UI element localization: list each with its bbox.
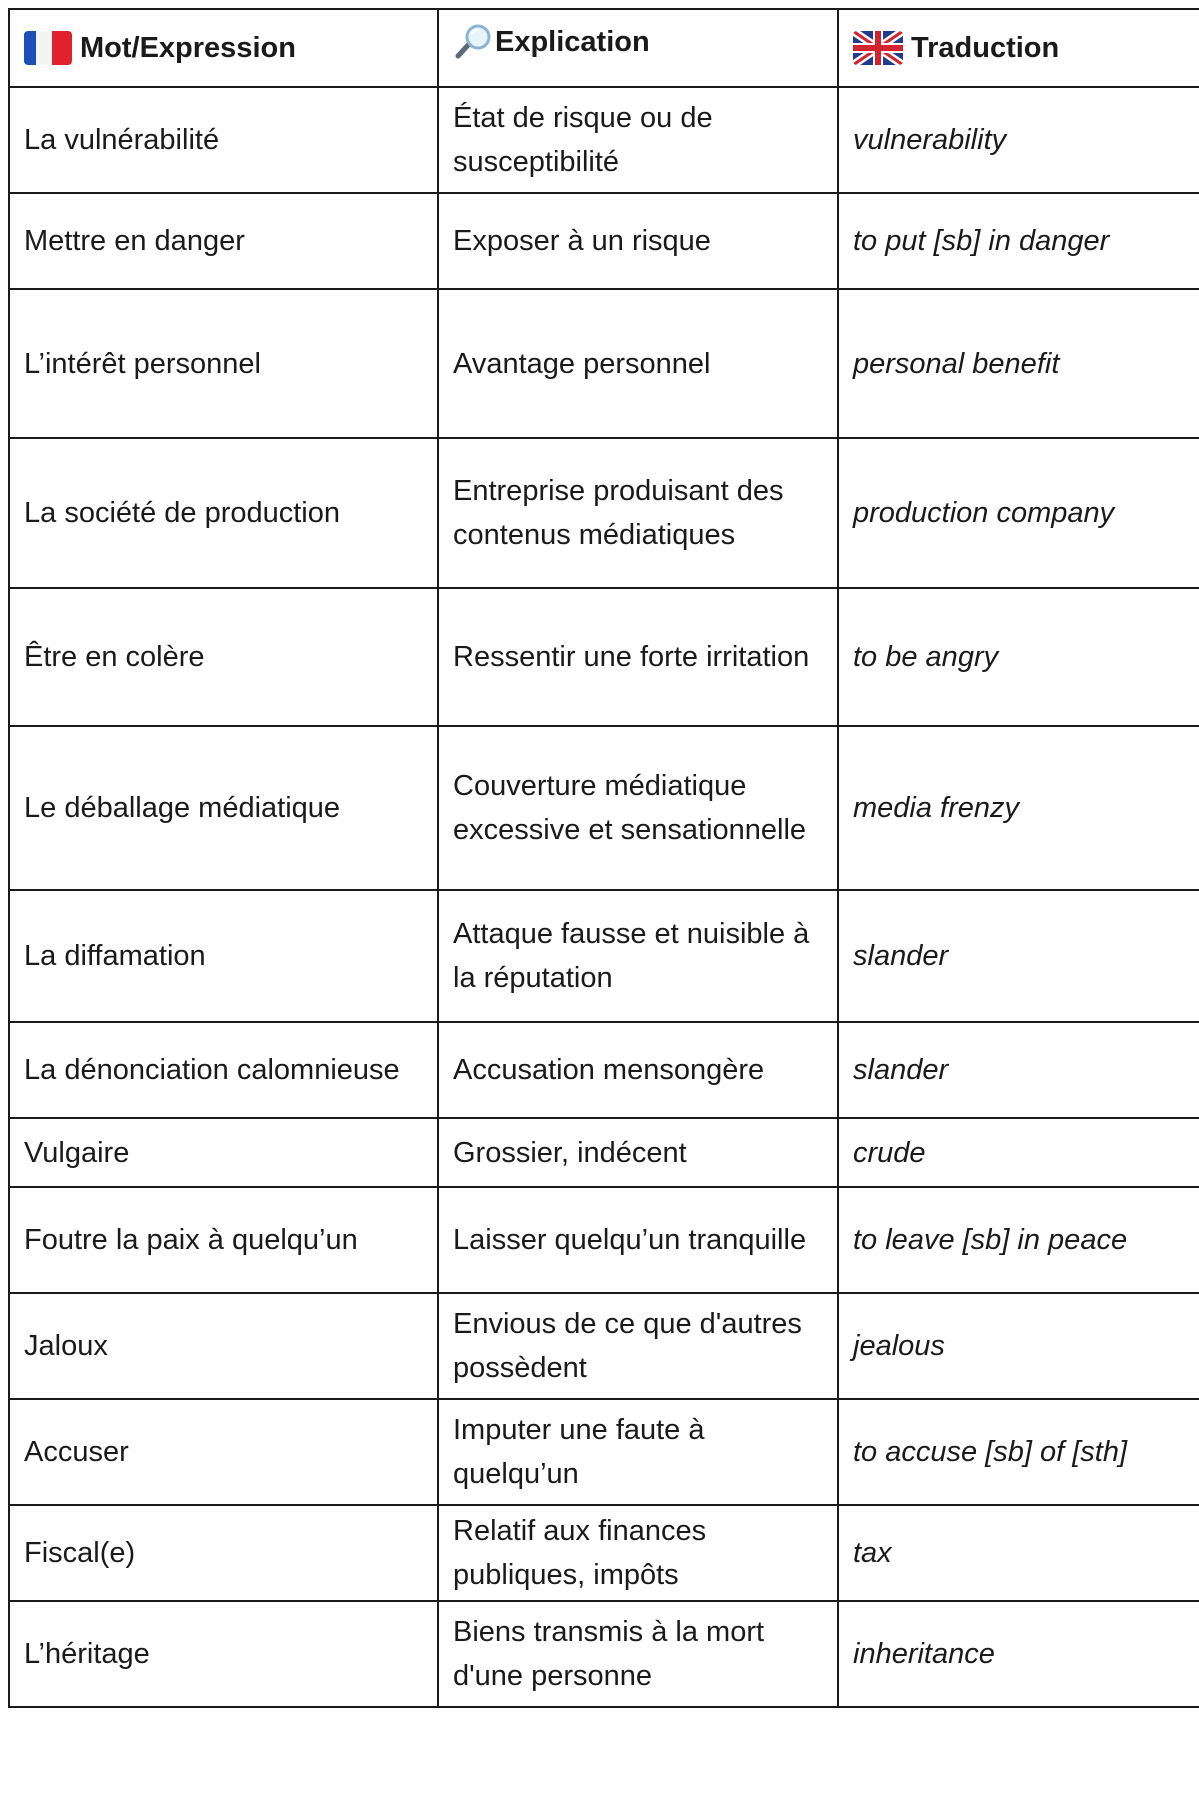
cell-explanation: Exposer à un risque (438, 193, 838, 289)
table-row (9, 588, 1199, 726)
cell-explanation: Envious de ce que d'autres possèdent (438, 1293, 838, 1399)
cell-translation: slander (838, 1022, 1199, 1118)
cell-word: La société de production (9, 438, 438, 588)
cell-translation: media frenzy (838, 726, 1199, 890)
cell-translation: production company (838, 438, 1199, 588)
table-row (9, 1187, 1199, 1293)
cell-word: Mettre en danger (9, 193, 438, 289)
header-explanation (438, 9, 838, 87)
table-row (9, 289, 1199, 438)
header-word (9, 9, 438, 87)
table-row (9, 1118, 1199, 1187)
cell-explanation: Imputer une faute à quelqu’un (438, 1399, 838, 1505)
cell-explanation: Laisser quelqu’un tranquille (438, 1187, 838, 1293)
cell-translation: vulnerability (838, 87, 1199, 193)
cell-explanation: Ressentir une forte irritation (438, 588, 838, 726)
france-flag-icon (24, 31, 72, 65)
table-row (9, 438, 1199, 588)
header-translation (838, 9, 1199, 87)
cell-word: L’intérêt personnel (9, 289, 438, 438)
cell-translation: slander (838, 890, 1199, 1022)
cell-explanation: Grossier, indécent (438, 1118, 838, 1187)
table-row (9, 1601, 1199, 1707)
table-row (9, 1399, 1199, 1505)
cell-word: Jaloux (9, 1293, 438, 1399)
header-explanation-label: Explication (495, 26, 650, 58)
table-row (9, 890, 1199, 1022)
cell-word: Vulgaire (9, 1118, 438, 1187)
cell-translation: to put [sb] in danger (838, 193, 1199, 289)
table-row (9, 193, 1199, 289)
vocabulary-table (8, 8, 1199, 1708)
cell-word: La diffamation (9, 890, 438, 1022)
cell-translation: personal benefit (838, 289, 1199, 438)
cell-translation: crude (838, 1118, 1199, 1187)
cell-word: L’héritage (9, 1601, 438, 1707)
cell-explanation: Couverture médiatique excessive et sensationnelle (438, 726, 838, 890)
cell-translation: jealous (838, 1293, 1199, 1399)
table-row (9, 1293, 1199, 1399)
table-row (9, 1022, 1199, 1118)
table-row (9, 726, 1199, 890)
cell-word: Être en colère (9, 588, 438, 726)
cell-explanation: Biens transmis à la mort d'une personne (438, 1601, 838, 1707)
cell-word: La vulnérabilité (9, 87, 438, 193)
cell-word: Accuser (9, 1399, 438, 1505)
cell-explanation: Attaque fausse et nuisible à la réputation (438, 890, 838, 1022)
header-word-label: Mot/Expression (80, 32, 296, 64)
magnifying-glass-icon (453, 23, 493, 61)
cell-translation: to accuse [sb] of [sth] (838, 1399, 1199, 1505)
table-row (9, 87, 1199, 193)
cell-explanation: État de risque ou de susceptibilité (438, 87, 838, 193)
cell-translation: to leave [sb] in peace (838, 1187, 1199, 1293)
cell-word: Le déballage médiatique (9, 726, 438, 890)
cell-translation: inheritance (838, 1601, 1199, 1707)
cell-word: Foutre la paix à quelqu’un (9, 1187, 438, 1293)
cell-word: Fiscal(e) (9, 1505, 438, 1601)
cell-explanation: Relatif aux finances publiques, impôts (438, 1505, 838, 1601)
cell-translation: tax (838, 1505, 1199, 1601)
table-row (9, 1505, 1199, 1601)
cell-explanation: Accusation mensongère (438, 1022, 838, 1118)
header-translation-label: Traduction (911, 32, 1060, 64)
cell-explanation: Avantage personnel (438, 289, 838, 438)
cell-translation: to be angry (838, 588, 1199, 726)
cell-word: La dénonciation calomnieuse (9, 1022, 438, 1118)
cell-explanation: Entreprise produisant des contenus médiatiques (438, 438, 838, 588)
uk-flag-icon (853, 31, 903, 65)
header-row (9, 9, 1199, 87)
